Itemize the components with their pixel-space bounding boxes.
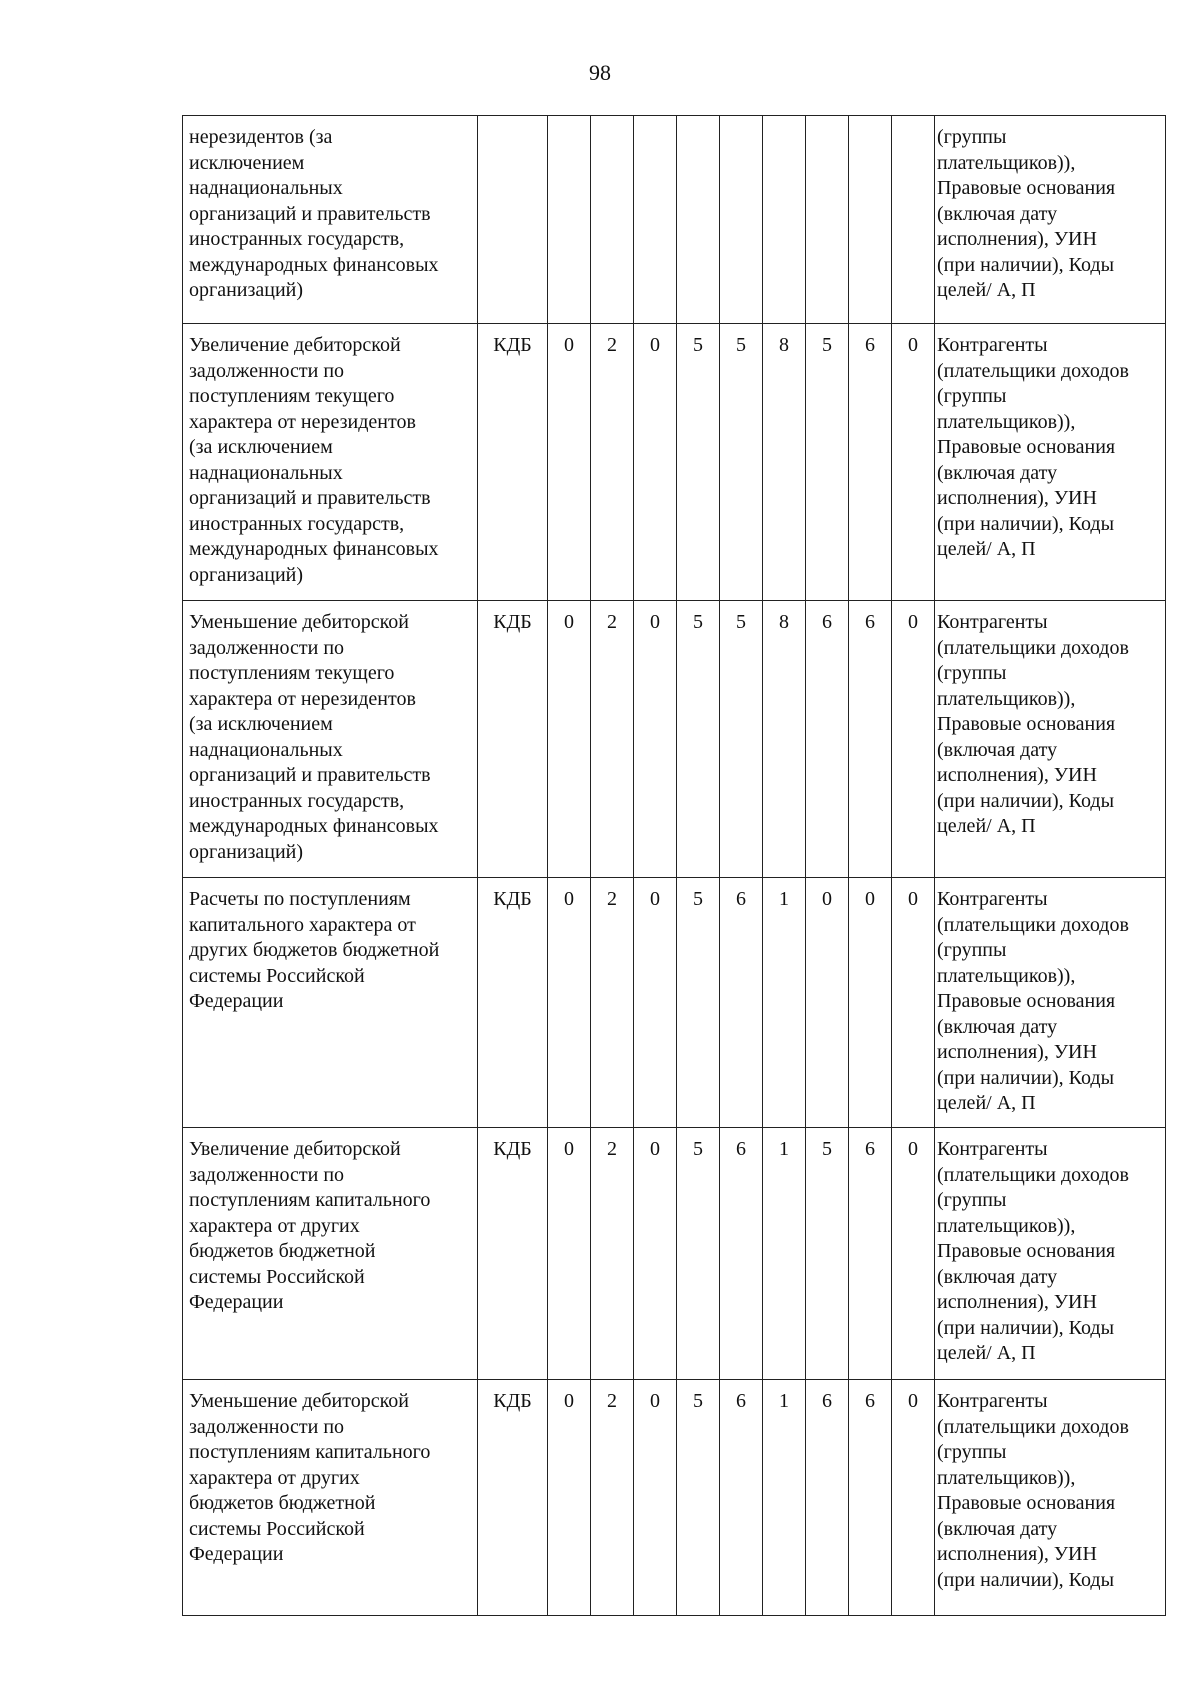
row-digit-cell: 0 [548,601,591,878]
row-digit-cell: 5 [806,1128,849,1380]
row-attributes-cell: Контрагенты (плательщики доходов (группы плательщиков)), Правовые основания (включая дату исполнения), УИН (при наличии), Коды целей/ А, П [935,1128,1166,1380]
row-digit-cell: 6 [849,324,892,601]
row-code-cell [478,116,548,324]
row-name-cell: нерезидентов (за исключением наднациональных организаций и правительств иностранных государств, международных финансовых организаций) [183,116,478,324]
page-number: 98 [589,60,611,85]
row-digit-cell: 0 [548,1128,591,1380]
row-digit-cell: 5 [677,878,720,1128]
row-digit-cell: 8 [763,601,806,878]
row-attributes-cell: Контрагенты (плательщики доходов (группы плательщиков)), Правовые основания (включая дату исполнения), УИН (при наличии), Коды целей/ А, П [935,878,1166,1128]
table-row [183,1380,1166,1616]
row-digit-cell: 5 [677,1380,720,1616]
row-digit-cell: 1 [763,1380,806,1616]
row-digit-cell: 5 [720,324,763,601]
row-name-cell: Уменьшение дебиторской задолженности по поступлениям текущего характера от нерезидентов (за исключением наднациональных организаций и правительств иностранных государств, международных финансовых организаций) [183,601,478,878]
row-digit-cell: 1 [763,1128,806,1380]
row-digit-cell: 0 [892,1128,935,1380]
row-digit-cell: 6 [720,878,763,1128]
accounts-table [182,115,1166,1616]
row-digit-cell [634,116,677,324]
row-digit-cell: 2 [591,1128,634,1380]
row-code-cell: КДБ [478,878,548,1128]
row-digit-cell: 0 [892,1380,935,1616]
row-digit-cell: 2 [591,324,634,601]
table-row [183,878,1166,1128]
row-digit-cell [591,116,634,324]
row-name-cell: Уменьшение дебиторской задолженности по поступлениям капитального характера от других бюджетов бюджетной системы Российской Федерации [183,1380,478,1616]
row-digit-cell: 2 [591,878,634,1128]
row-digit-cell: 0 [806,878,849,1128]
row-digit-cell: 0 [634,324,677,601]
row-digit-cell [677,116,720,324]
row-digit-cell: 6 [720,1128,763,1380]
row-digit-cell [892,116,935,324]
row-digit-cell: 0 [892,324,935,601]
row-digit-cell: 5 [720,601,763,878]
row-name-cell: Расчеты по поступлениям капитального характера от других бюджетов бюджетной системы Российской Федерации [183,878,478,1128]
row-digit-cell: 5 [677,601,720,878]
row-digit-cell: 6 [849,1380,892,1616]
row-digit-cell: 0 [634,878,677,1128]
row-digit-cell: 0 [892,601,935,878]
row-attributes-cell: (группы плательщиков)), Правовые основания (включая дату исполнения), УИН (при наличии), Коды целей/ А, П [935,116,1166,324]
row-digit-cell [548,116,591,324]
row-digit-cell: 2 [591,1380,634,1616]
row-name-cell: Увеличение дебиторской задолженности по поступлениям текущего характера от нерезидентов (за исключением наднациональных организаций и правительств иностранных государств, международных финансовых организаций) [183,324,478,601]
row-digit-cell: 6 [806,601,849,878]
row-digit-cell: 6 [806,1380,849,1616]
row-digit-cell [806,116,849,324]
row-digit-cell: 6 [720,1380,763,1616]
row-code-cell: КДБ [478,1380,548,1616]
row-digit-cell: 5 [806,324,849,601]
row-name-cell: Увеличение дебиторской задолженности по поступлениям капитального характера от других бюджетов бюджетной системы Российской Федерации [183,1128,478,1380]
row-code-cell: КДБ [478,601,548,878]
table-body [183,116,1166,1616]
row-attributes-cell: Контрагенты (плательщики доходов (группы плательщиков)), Правовые основания (включая дату исполнения), УИН (при наличии), Коды целей/ А, П [935,601,1166,878]
row-digit-cell [763,116,806,324]
row-digit-cell: 8 [763,324,806,601]
table-row [183,1128,1166,1380]
row-digit-cell: 0 [892,878,935,1128]
table-row [183,116,1166,324]
row-digit-cell: 0 [548,324,591,601]
row-digit-cell [849,116,892,324]
row-digit-cell: 0 [634,1128,677,1380]
row-digit-cell: 1 [763,878,806,1128]
row-digit-cell: 0 [548,1380,591,1616]
row-code-cell: КДБ [478,324,548,601]
table-row [183,601,1166,878]
row-digit-cell: 6 [849,601,892,878]
row-digit-cell: 0 [548,878,591,1128]
row-digit-cell: 6 [849,1128,892,1380]
row-digit-cell: 5 [677,1128,720,1380]
row-digit-cell: 2 [591,601,634,878]
row-digit-cell: 0 [634,601,677,878]
row-digit-cell [720,116,763,324]
table-row [183,324,1166,601]
row-attributes-cell: Контрагенты (плательщики доходов (группы плательщиков)), Правовые основания (включая дату исполнения), УИН (при наличии), Коды целей/ А, П [935,324,1166,601]
row-digit-cell: 0 [634,1380,677,1616]
row-digit-cell: 5 [677,324,720,601]
row-digit-cell: 0 [849,878,892,1128]
row-attributes-cell: Контрагенты (плательщики доходов (группы плательщиков)), Правовые основания (включая дату исполнения), УИН (при наличии), Коды [935,1380,1166,1616]
row-code-cell: КДБ [478,1128,548,1380]
